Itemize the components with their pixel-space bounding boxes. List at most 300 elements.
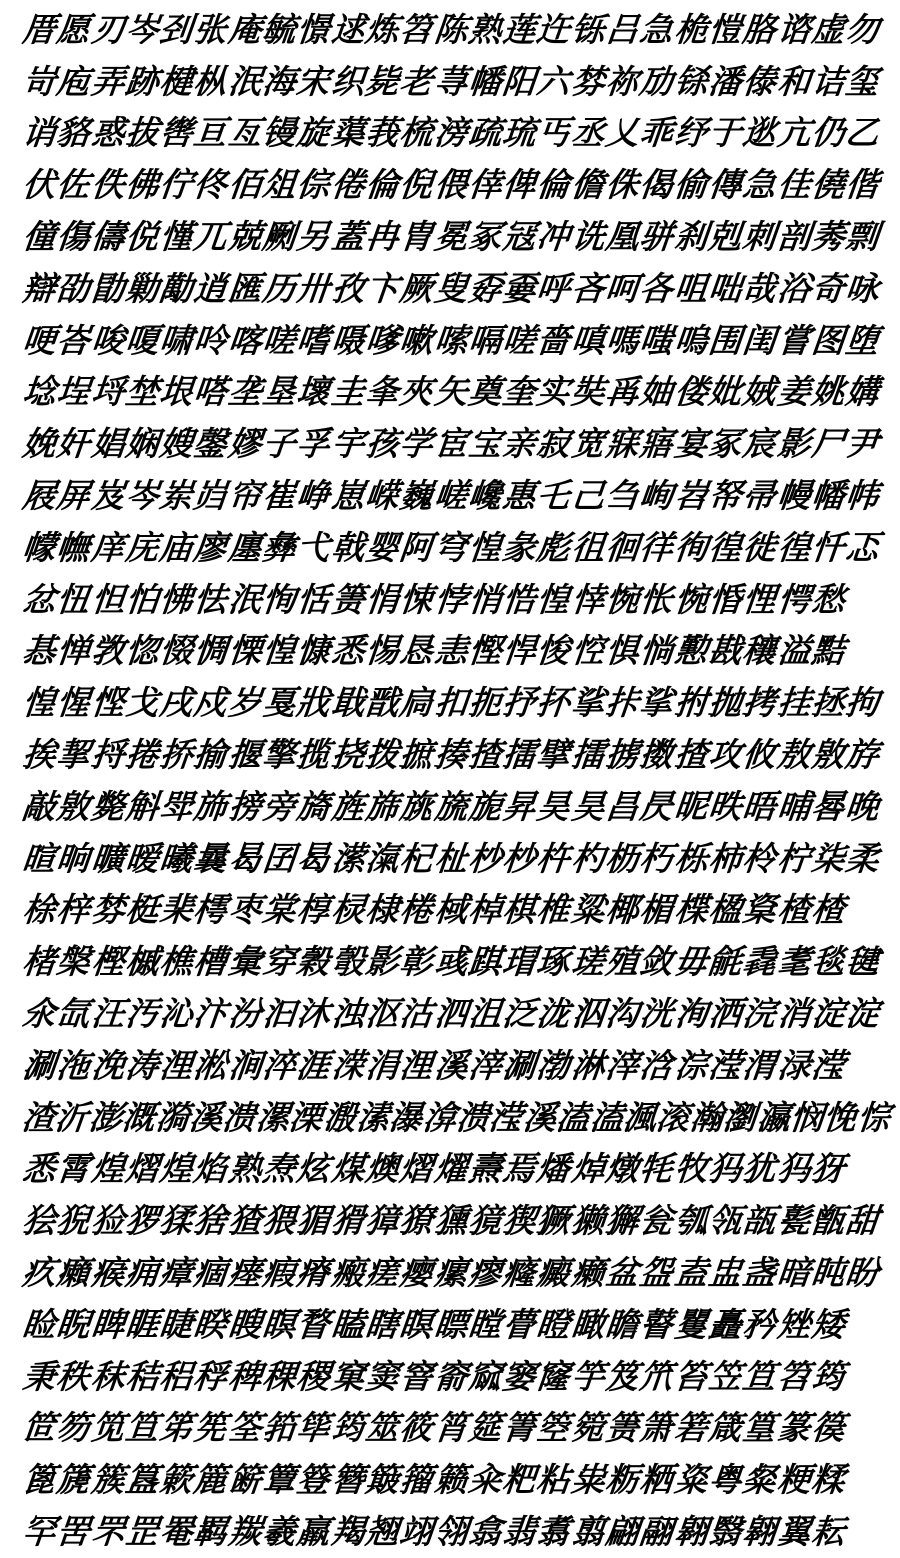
calligraphy-character: 劭	[54, 268, 93, 308]
calligraphy-character: 叟	[432, 268, 470, 308]
calligraphy-character: 闺	[740, 320, 778, 360]
calligraphy-character: 瘕	[260, 1253, 298, 1293]
character-row	[22, 1403, 890, 1455]
calligraphy-character: 消	[775, 994, 813, 1034]
calligraphy-character: 屐	[20, 476, 58, 516]
calligraphy-character: 燿	[432, 1149, 470, 1189]
calligraphy-character: 刹	[672, 217, 710, 257]
calligraphy-character: 粲	[740, 1460, 778, 1500]
calligraphy-character: 儔	[89, 217, 127, 257]
calligraphy-character: 乖	[637, 113, 676, 153]
calligraphy-character: 徨	[706, 527, 744, 567]
calligraphy-character: 曠	[89, 838, 127, 878]
calligraphy-character: 涛	[123, 1045, 161, 1085]
calligraphy-character: 惆	[192, 631, 230, 671]
calligraphy-character: 瞑	[397, 1304, 436, 1344]
calligraphy-character: 簌	[157, 1460, 195, 1500]
calligraphy-character: 埒	[89, 372, 127, 412]
calligraphy-character: 吕	[603, 9, 641, 49]
calligraphy-character: 筵	[466, 1408, 504, 1448]
calligraphy-character: 勿	[843, 9, 881, 49]
calligraphy-character: 廛	[226, 527, 264, 567]
calligraphy-character: 貉	[54, 113, 93, 153]
calligraphy-character: 羁	[192, 1512, 230, 1551]
calligraphy-character: 悎	[500, 579, 538, 619]
calligraphy-character: 牧	[672, 1149, 710, 1189]
calligraphy-character: 稞	[260, 1356, 298, 1396]
calligraphy-character: 粜	[569, 1460, 607, 1500]
calligraphy-character: 篁	[740, 1408, 778, 1448]
calligraphy-character: 癩	[54, 1253, 93, 1293]
calligraphy-character: 刭	[157, 9, 195, 49]
calligraphy-character: 怕	[123, 579, 161, 619]
calligraphy-character: 忸	[54, 579, 93, 619]
calligraphy-character: 渤	[535, 1045, 573, 1085]
calligraphy-character: 擎	[260, 735, 298, 775]
calligraphy-character: 忿	[20, 579, 58, 619]
calligraphy-character: 倫	[535, 165, 573, 205]
calligraphy-character: 斃	[89, 786, 127, 826]
calligraphy-character: 旖	[295, 786, 333, 826]
character-row	[22, 56, 890, 108]
calligraphy-character: 愕	[775, 579, 813, 619]
calligraphy-character: 镘	[260, 113, 298, 153]
calligraphy-character: 悰	[854, 1097, 893, 1137]
calligraphy-character: 偻	[672, 372, 710, 412]
calligraphy-character: 淞	[192, 1045, 230, 1085]
calligraphy-character: 六	[535, 61, 573, 101]
calligraphy-character: 悾	[569, 631, 607, 671]
calligraphy-character: 揸	[466, 735, 504, 775]
calligraphy-character: 翥	[535, 1512, 573, 1551]
calligraphy-character: 瞀	[295, 1304, 333, 1344]
calligraphy-character: 咏	[843, 268, 881, 308]
calligraphy-character: 擘	[535, 735, 573, 775]
calligraphy-character: 拊	[672, 683, 710, 723]
calligraphy-character: 怫	[157, 579, 195, 619]
calligraphy-character: 悄	[466, 579, 504, 619]
calligraphy-character: 溘	[554, 1097, 592, 1137]
calligraphy-character: 楂	[809, 890, 847, 930]
calligraphy-character: 潆	[329, 838, 367, 878]
calligraphy-character: 矢	[432, 372, 470, 412]
calligraphy-character: 侻	[123, 217, 161, 257]
calligraphy-character: 翮	[637, 1512, 676, 1551]
calligraphy-character: 涓	[363, 1045, 401, 1085]
calligraphy-character: 盌	[637, 1253, 676, 1293]
calligraphy-character: 窨	[397, 1356, 436, 1396]
calligraphy-character: 煌	[157, 1149, 195, 1189]
calligraphy-character: 睥	[89, 1304, 127, 1344]
calligraphy-character: 悚	[397, 579, 436, 619]
calligraphy-character: 嗽	[397, 320, 436, 360]
calligraphy-character: 夆	[363, 372, 401, 412]
calligraphy-character: 棋	[500, 890, 538, 930]
calligraphy-character: 埕	[54, 372, 93, 412]
calligraphy-character: 罡	[123, 1512, 161, 1551]
calligraphy-character: 尸	[809, 424, 847, 464]
calligraphy-character: 诜	[569, 217, 607, 257]
calligraphy-character: 奇	[809, 268, 847, 308]
calligraphy-character: 偷	[672, 165, 710, 205]
calligraphy-character: 亙	[226, 113, 264, 153]
calligraphy-character: 挈	[54, 735, 93, 775]
calligraphy-character: 慷	[295, 631, 333, 671]
calligraphy-character: 瘥	[363, 1253, 401, 1293]
calligraphy-character: 历	[260, 268, 298, 308]
calligraphy-character: 翩	[603, 1512, 641, 1551]
calligraphy-character: 戛	[260, 683, 298, 723]
calligraphy-character: 箴	[706, 1408, 744, 1448]
calligraphy-character: 溪	[521, 1097, 559, 1137]
calligraphy-character: 熟	[466, 9, 504, 49]
calligraphy-character: 燠	[363, 1149, 401, 1189]
calligraphy-character: 幔	[775, 476, 813, 516]
calligraphy-character: 籁	[432, 1460, 470, 1500]
calligraphy-character: 渌	[775, 1045, 813, 1085]
calligraphy-character: 毋	[672, 942, 710, 982]
calligraphy-character: 窠	[329, 1356, 367, 1396]
calligraphy-character: 杪	[466, 838, 504, 878]
calligraphy-character: 廖	[192, 527, 230, 567]
calligraphy-character: 娼	[89, 424, 127, 464]
calligraphy-character: 殖	[603, 942, 641, 982]
calligraphy-character: 柿	[706, 838, 744, 878]
calligraphy-character: 呵	[603, 268, 641, 308]
calligraphy-character: 燉	[603, 1149, 641, 1189]
calligraphy-character: 迕	[535, 9, 573, 49]
calligraphy-character: 佛	[123, 165, 161, 205]
calligraphy-character: 泅	[569, 994, 607, 1034]
calligraphy-character: 戡	[706, 631, 744, 671]
calligraphy-character: 瞪	[535, 1304, 573, 1344]
calligraphy-character: 影	[775, 424, 813, 464]
calligraphy-character: 岽	[157, 476, 195, 516]
calligraphy-character: 扼	[466, 683, 504, 723]
character-row	[22, 4, 890, 56]
calligraphy-character: 佟	[192, 165, 230, 205]
calligraphy-character: 揄	[192, 735, 230, 775]
calligraphy-character: 拷	[740, 683, 778, 723]
calligraphy-character: 敖	[775, 735, 813, 775]
calligraphy-character: 睫	[157, 1304, 195, 1344]
calligraphy-character: 唆	[89, 320, 127, 360]
calligraphy-character: 悖	[432, 579, 470, 619]
calligraphy-character: 宦	[432, 424, 470, 464]
calligraphy-character: 嗲	[363, 320, 401, 360]
calligraphy-character: 徙	[740, 527, 778, 567]
calligraphy-character: 筠	[809, 1356, 847, 1396]
calligraphy-character: 各	[637, 268, 676, 308]
calligraphy-character: 曷	[226, 838, 264, 878]
calligraphy-character: 影	[363, 942, 401, 982]
calligraphy-character: 嗫	[329, 320, 367, 360]
calligraphy-character: 簦	[295, 1460, 333, 1500]
calligraphy-character: 糅	[809, 1460, 847, 1500]
calligraphy-character: 揍	[432, 735, 470, 775]
calligraphy-character: 傳	[706, 165, 744, 205]
calligraphy-character: 笪	[123, 1408, 161, 1448]
calligraphy-character: 帘	[226, 476, 264, 516]
calligraphy-character: 瞠	[466, 1304, 504, 1344]
calligraphy-character: 焘	[260, 1149, 298, 1189]
calligraphy-character: 呼	[535, 268, 573, 308]
calligraphy-character: 牦	[637, 1149, 676, 1189]
calligraphy-character: 剖	[775, 217, 813, 257]
calligraphy-character: 琢	[535, 942, 573, 982]
calligraphy-character: 楮	[20, 942, 58, 982]
calligraphy-character: 嵘	[363, 476, 401, 516]
calligraphy-character: 滚	[654, 1097, 692, 1137]
calligraphy-character: 惛	[706, 579, 744, 619]
character-row	[22, 211, 890, 263]
calligraphy-character: 羲	[260, 1512, 298, 1551]
calligraphy-character: 嫑	[500, 268, 538, 308]
calligraphy-character: 毯	[809, 942, 847, 982]
character-row	[22, 1351, 890, 1403]
calligraphy-character: 浴	[775, 268, 813, 308]
character-row	[22, 781, 890, 833]
calligraphy-character: 溧	[287, 1097, 325, 1137]
calligraphy-character: 徉	[637, 527, 676, 567]
calligraphy-character: 渢	[621, 1097, 659, 1137]
calligraphy-character: 戟	[329, 527, 367, 567]
calligraphy-character: 忏	[809, 527, 847, 567]
calligraphy-character: 黠	[809, 631, 847, 671]
calligraphy-character: 猹	[226, 1201, 264, 1241]
calligraphy-character: 狯	[20, 1201, 58, 1241]
calligraphy-character: 冕	[432, 217, 470, 257]
character-row	[22, 522, 890, 574]
calligraphy-character: 姜	[775, 372, 813, 412]
calligraphy-character: 瘢	[329, 1253, 367, 1293]
calligraphy-character: 翘	[363, 1512, 401, 1551]
calligraphy-character: 揠	[226, 735, 264, 775]
calligraphy-character: 纾	[672, 113, 710, 153]
calligraphy-character: 愿	[54, 9, 93, 49]
calligraphy-character: 滓	[466, 1045, 504, 1085]
calligraphy-character: 瞑	[260, 1304, 298, 1344]
calligraphy-character: 稃	[192, 1356, 230, 1396]
calligraphy-character: 浼	[89, 1045, 127, 1085]
calligraphy-character: 羰	[226, 1512, 264, 1551]
calligraphy-character: 粞	[637, 1460, 676, 1500]
calligraphy-character: 溁	[329, 1045, 367, 1085]
calligraphy-character: 庖	[54, 61, 93, 101]
calligraphy-character: 暄	[20, 838, 58, 878]
calligraphy-character: 篪	[54, 1460, 93, 1500]
calligraphy-character: 笕	[89, 1408, 127, 1448]
calligraphy-character: 犽	[809, 1149, 847, 1189]
character-row	[22, 574, 890, 626]
calligraphy-character: 瞎	[363, 1304, 401, 1344]
calligraphy-character: 暗	[775, 1253, 813, 1293]
calligraphy-character: 俎	[260, 165, 298, 205]
calligraphy-character: 籀	[397, 1460, 436, 1500]
calligraphy-character: 暧	[123, 838, 161, 878]
calligraphy-character: 巍	[397, 476, 436, 516]
calligraphy-character: 弄	[89, 61, 127, 101]
calligraphy-character: 围	[706, 320, 744, 360]
calligraphy-character: 凰	[603, 217, 641, 257]
calligraphy-character: 惠	[500, 476, 538, 516]
calligraphy-character: 惚	[123, 631, 161, 671]
calligraphy-character: 恳	[397, 631, 436, 671]
calligraphy-character: 淀	[843, 994, 881, 1034]
calligraphy-character: 枣	[226, 890, 264, 930]
calligraphy-character: 捋	[89, 735, 127, 775]
calligraphy-character: 悍	[500, 631, 538, 671]
calligraphy-character: 朽	[637, 838, 676, 878]
calligraphy-character: 惙	[157, 631, 195, 671]
calligraphy-character: 杪	[500, 838, 538, 878]
calligraphy-character: 挲	[637, 683, 676, 723]
calligraphy-character: 嵯	[432, 476, 470, 516]
calligraphy-character: 楹	[706, 890, 744, 930]
character-row	[22, 1040, 890, 1092]
calligraphy-character: 尹	[843, 424, 881, 464]
calligraphy-character: 庵	[226, 9, 264, 49]
character-row	[22, 159, 890, 211]
calligraphy-character: 耄	[775, 942, 813, 982]
character-row	[22, 1506, 890, 1558]
calligraphy-character: 实	[535, 372, 573, 412]
calligraphy-character: 獬	[603, 1201, 641, 1241]
calligraphy-character: 垠	[157, 372, 195, 412]
calligraphy-character: 笈	[603, 1356, 641, 1396]
calligraphy-character: 笤	[775, 1356, 813, 1396]
calligraphy-character: 辔	[157, 113, 195, 153]
calligraphy-character: 篦	[20, 1460, 58, 1500]
calligraphy-character: 仍	[809, 113, 847, 153]
calligraphy-character: 泯	[226, 579, 264, 619]
calligraphy-character: 柒	[809, 838, 847, 878]
calligraphy-character: 粢	[672, 1460, 710, 1500]
calligraphy-character: 抛	[706, 683, 744, 723]
calligraphy-character: 淀	[809, 994, 847, 1034]
calligraphy-character: 戬	[363, 683, 401, 723]
calligraphy-character: 擞	[637, 735, 676, 775]
calligraphy-character: 彙	[226, 942, 264, 982]
calligraphy-character: 晤	[740, 786, 778, 826]
calligraphy-character: 漯	[253, 1097, 292, 1137]
calligraphy-character: 犸	[775, 1149, 813, 1189]
calligraphy-character: 盆	[603, 1253, 641, 1293]
calligraphy-character: 甜	[843, 1201, 881, 1241]
calligraphy-character: 笞	[672, 1356, 710, 1396]
calligraphy-character: 滢	[487, 1097, 525, 1137]
calligraphy-character: 祢	[603, 61, 641, 101]
calligraphy-character: 矬	[775, 1304, 813, 1344]
calligraphy-character: 斝	[157, 786, 195, 826]
calligraphy-character: 猡	[123, 1201, 161, 1241]
calligraphy-character: 熠	[397, 1149, 436, 1189]
calligraphy-character: 矮	[809, 1304, 847, 1344]
calligraphy-character: 徇	[672, 527, 710, 567]
calligraphy-character: 敫	[809, 735, 847, 775]
calligraphy-character: 伏	[20, 165, 58, 205]
calligraphy-character: 敩	[89, 631, 127, 671]
calligraphy-character: 箜	[535, 1408, 573, 1448]
calligraphy-character: 卞	[363, 268, 401, 308]
calligraphy-character: 筘	[260, 1408, 298, 1448]
character-row	[22, 988, 890, 1040]
calligraphy-character: 厝	[20, 9, 58, 49]
calligraphy-character: 岑	[123, 476, 161, 516]
calligraphy-character: 戈	[123, 683, 161, 723]
calligraphy-character: 瓠	[672, 1201, 710, 1241]
calligraphy-character: 羯	[329, 1512, 367, 1551]
character-row	[22, 470, 890, 522]
calligraphy-character: 昵	[672, 786, 710, 826]
calligraphy-character: 盏	[740, 1253, 778, 1293]
calligraphy-character: 嗚	[672, 320, 710, 360]
calligraphy-character: 筲	[432, 1408, 470, 1448]
calligraphy-character: 癞	[569, 1253, 607, 1293]
calligraphy-character: 猥	[260, 1201, 298, 1241]
calligraphy-character: 棹	[466, 890, 504, 930]
calligraphy-character: 杫	[432, 838, 470, 878]
calligraphy-character: 熠	[123, 1149, 161, 1189]
calligraphy-character: 剽	[843, 217, 881, 257]
calligraphy-character: 拯	[809, 683, 847, 723]
calligraphy-character: 猃	[89, 1201, 127, 1241]
calligraphy-character: 跡	[123, 61, 161, 101]
calligraphy-character: 梓	[54, 890, 93, 930]
calligraphy-character: 甏	[775, 1201, 813, 1241]
calligraphy-character: 柠	[775, 838, 813, 878]
calligraphy-character: 猊	[54, 1201, 93, 1241]
calligraphy-character: 焉	[500, 1149, 538, 1189]
calligraphy-character: 滢	[809, 1045, 847, 1085]
calligraphy-character: 嗔	[569, 320, 607, 360]
calligraphy-character: 瑳	[569, 942, 607, 982]
calligraphy-character: 佰	[226, 165, 264, 205]
calligraphy-character: 笊	[637, 1356, 676, 1396]
calligraphy-character: 焯	[569, 1149, 607, 1189]
calligraphy-character: 儋	[569, 165, 607, 205]
calligraphy-character: 獍	[466, 1201, 504, 1241]
calligraphy-character: 滂	[432, 113, 470, 153]
calligraphy-character: 罘	[89, 1512, 127, 1551]
calligraphy-character: 岁	[226, 683, 264, 723]
calligraphy-character: 倫	[363, 165, 401, 205]
calligraphy-character: 翊	[397, 1512, 436, 1551]
calligraphy-character: 樵	[157, 942, 195, 982]
calligraphy-character: 瞽	[637, 1304, 676, 1344]
calligraphy-character: 睨	[54, 1304, 93, 1344]
calligraphy-character: 瞟	[432, 1304, 470, 1344]
calligraphy-character: 昃	[637, 786, 676, 826]
calligraphy-character: 瀚	[688, 1097, 726, 1137]
calligraphy-character: 嗝	[466, 320, 504, 360]
calligraphy-character: 刃	[89, 9, 127, 49]
calligraphy-character: 诘	[809, 61, 847, 101]
calligraphy-character: 沂	[53, 1097, 91, 1137]
calligraphy-character: 挲	[569, 683, 607, 723]
calligraphy-character: 戌	[157, 683, 195, 723]
calligraphy-character: 嗤	[637, 320, 676, 360]
calligraphy-character: 佐	[54, 165, 93, 205]
calligraphy-character: 瀑	[387, 1097, 425, 1137]
calligraphy-character: 勦	[123, 268, 161, 308]
calligraphy-character: 箢	[569, 1408, 607, 1448]
character-row	[20, 1092, 893, 1144]
calligraphy-character: 棼	[569, 61, 607, 101]
calligraphy-character: 筠	[329, 1408, 367, 1448]
calligraphy-character: 悭	[89, 683, 127, 723]
character-row	[22, 1454, 890, 1506]
